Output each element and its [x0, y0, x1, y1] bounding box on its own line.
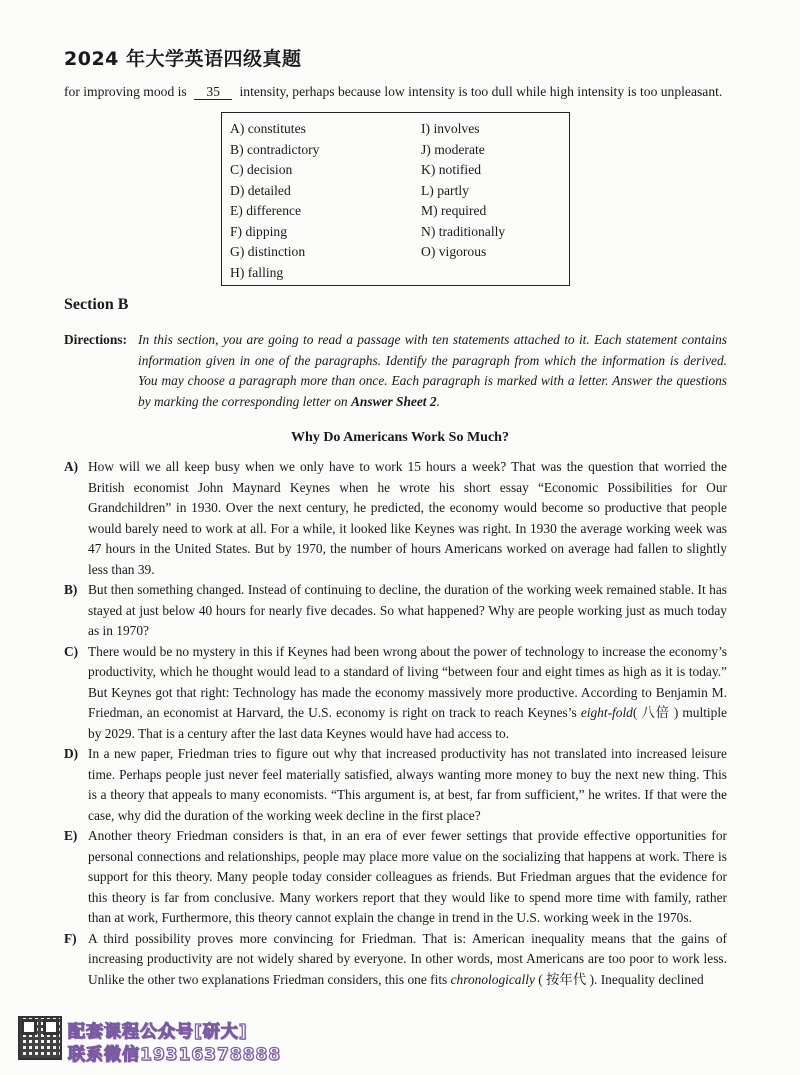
paragraph-letter: D) [64, 746, 79, 761]
paragraph-text-part: A third possibility proves more convincing for Friedman. That is: American inequality means that the gains of increasing productivity are not widely shared by everyone. In other words, most Americans are too poor to work less. Unlike the other two explanations Friedman considers, this one fits [88, 930, 727, 987]
paragraph-d [64, 744, 727, 826]
word-option: D) detailed [230, 182, 291, 198]
mood-line-after: intensity, perhaps because low intensity is too dull while high intensity is too unpleasant. [239, 84, 723, 99]
word-bank-right-column [421, 119, 505, 263]
word-option: H) falling [230, 264, 284, 280]
directions-label: Directions: [64, 332, 127, 347]
word-option: K) notified [421, 162, 482, 177]
mood-line-before: for improving mood is [64, 84, 187, 99]
footer-line-1: 配套课程公众号[研大] [68, 1022, 248, 1042]
footer-watermark [18, 1016, 318, 1066]
section-title: Section B [64, 296, 129, 313]
paragraph-letter: C) [64, 643, 79, 659]
word-option: E) difference [230, 203, 302, 218]
footer-line-2: 联系微信19316378888 [68, 1045, 282, 1065]
word-option: M) required [421, 203, 487, 218]
directions-text-main: In this section, you are going to read a passage with ten statements attached to it. Each statement contains information given in one of the paragraphs. Identify the paragraph from which the information is derived. You may choose a paragraph more than once. Each paragraph is marked with a letter. Answer the questions by marking the corresponding letter on [138, 332, 727, 409]
passage-title: Why Do Americans Work So Much? [291, 430, 509, 445]
blank-35: 35 [194, 85, 232, 100]
word-option: N) traditionally [421, 223, 506, 239]
word-option: C) decision [230, 162, 293, 177]
answer-sheet-ref: Answer Sheet 2 [351, 393, 437, 409]
directions [64, 330, 727, 412]
paragraph-letter: F) [64, 930, 77, 946]
passage-body [64, 457, 727, 990]
directions-text-end: . [436, 393, 440, 409]
paragraph-text-part: ( 按年代 ). Inequality declined [534, 971, 704, 987]
word-option: O) vigorous [421, 244, 487, 259]
paragraph-text: How will we all keep busy when we only have to work 15 hours a week? That was the question that worried the British economist John Maynard Keynes when he wrote his short essay “Economic Possibilities for Our Grandchildren” in 1930. Over the next century, he predicted, the economy would become so productive that people would barely need to work at all. For a while, it looked like Keynes was right. In 1930 the average working week was 47 hours in the United States. But by 1970, the number of hours Americans worked on average had fallen to slightly less than 39. [88, 459, 727, 577]
paragraph-text [88, 929, 727, 991]
word-option: A) constitutes [230, 121, 306, 136]
word-option: J) moderate [421, 141, 485, 157]
paragraph-text-part: ( 八倍 ) multiple by 2029. That is a century after the last data Keynes would have had access to. [88, 705, 728, 741]
paragraph-a [64, 457, 727, 580]
paragraph-letter: B) [64, 582, 78, 597]
paragraph-letter: E) [64, 828, 78, 843]
paragraph-text: Another theory Friedman considers is that, in an era of ever fewer settings that provide effective opportunities for personal connections and relationships, people may place more value on the socializing that happens at work. There is support for this theory. Many people today consider colleagues as friends. But Friedman argues that the evidence for this theory is far from conclusive. Many workers report that they would like to spend more time with family, rather than at work, Furthermore, this theory cannot explain the change in trend in the U.S. working week in the 1970s. [88, 828, 727, 925]
word-option: I) involves [421, 121, 480, 136]
paragraph-letter: A) [64, 459, 79, 474]
word-option: G) distinction [230, 244, 306, 259]
word-bank-left-column [230, 119, 319, 283]
paragraph-text [88, 642, 727, 745]
word-option: F) dipping [230, 223, 288, 239]
paragraph-italic: eight-fold [580, 705, 633, 720]
qr-code-icon [18, 1016, 62, 1060]
paragraph-italic: chronologically [450, 971, 535, 987]
page-header-title: 2024 年大学英语四级真题 [64, 48, 302, 70]
paragraph-text-part: There would be no mystery in this if Keynes had been wrong about the power of technology to increase the economy’s productivity, which he thought would lead to a standard of living “between four and eight times as high as it is today.” But Keynes got that right: Technology has made the economy massively more productive. According to Benjamin M. Friedman, an economist at Harvard, the U.S. economy is right on track to reach Keynes’s [88, 643, 727, 720]
directions-text [138, 330, 727, 412]
paragraph-c [64, 642, 727, 745]
paragraph-b [64, 580, 727, 642]
paragraph-f [64, 929, 727, 991]
paragraph-text: In a new paper, Friedman tries to figure out why that increased productivity has not translated into increased leisure time. Perhaps people just never feel materially satisfied, always wanting more money to buy the next new thing. This is a theory that appeals to many economists. “This argument is, at best, far from sufficient,” he writes. If that were the case, why did the duration of the working week decline in the first place? [88, 746, 727, 823]
word-bank [221, 112, 570, 286]
word-option: L) partly [421, 182, 469, 198]
word-option: B) contradictory [230, 141, 320, 157]
question-35-line [64, 84, 722, 100]
paragraph-text: But then something changed. Instead of continuing to decline, the duration of the working week remained stable. It has stayed at just below 40 hours for nearly five decades. So what happened? Why are people working just as much today as in 1970? [88, 582, 727, 638]
paragraph-e [64, 826, 727, 929]
